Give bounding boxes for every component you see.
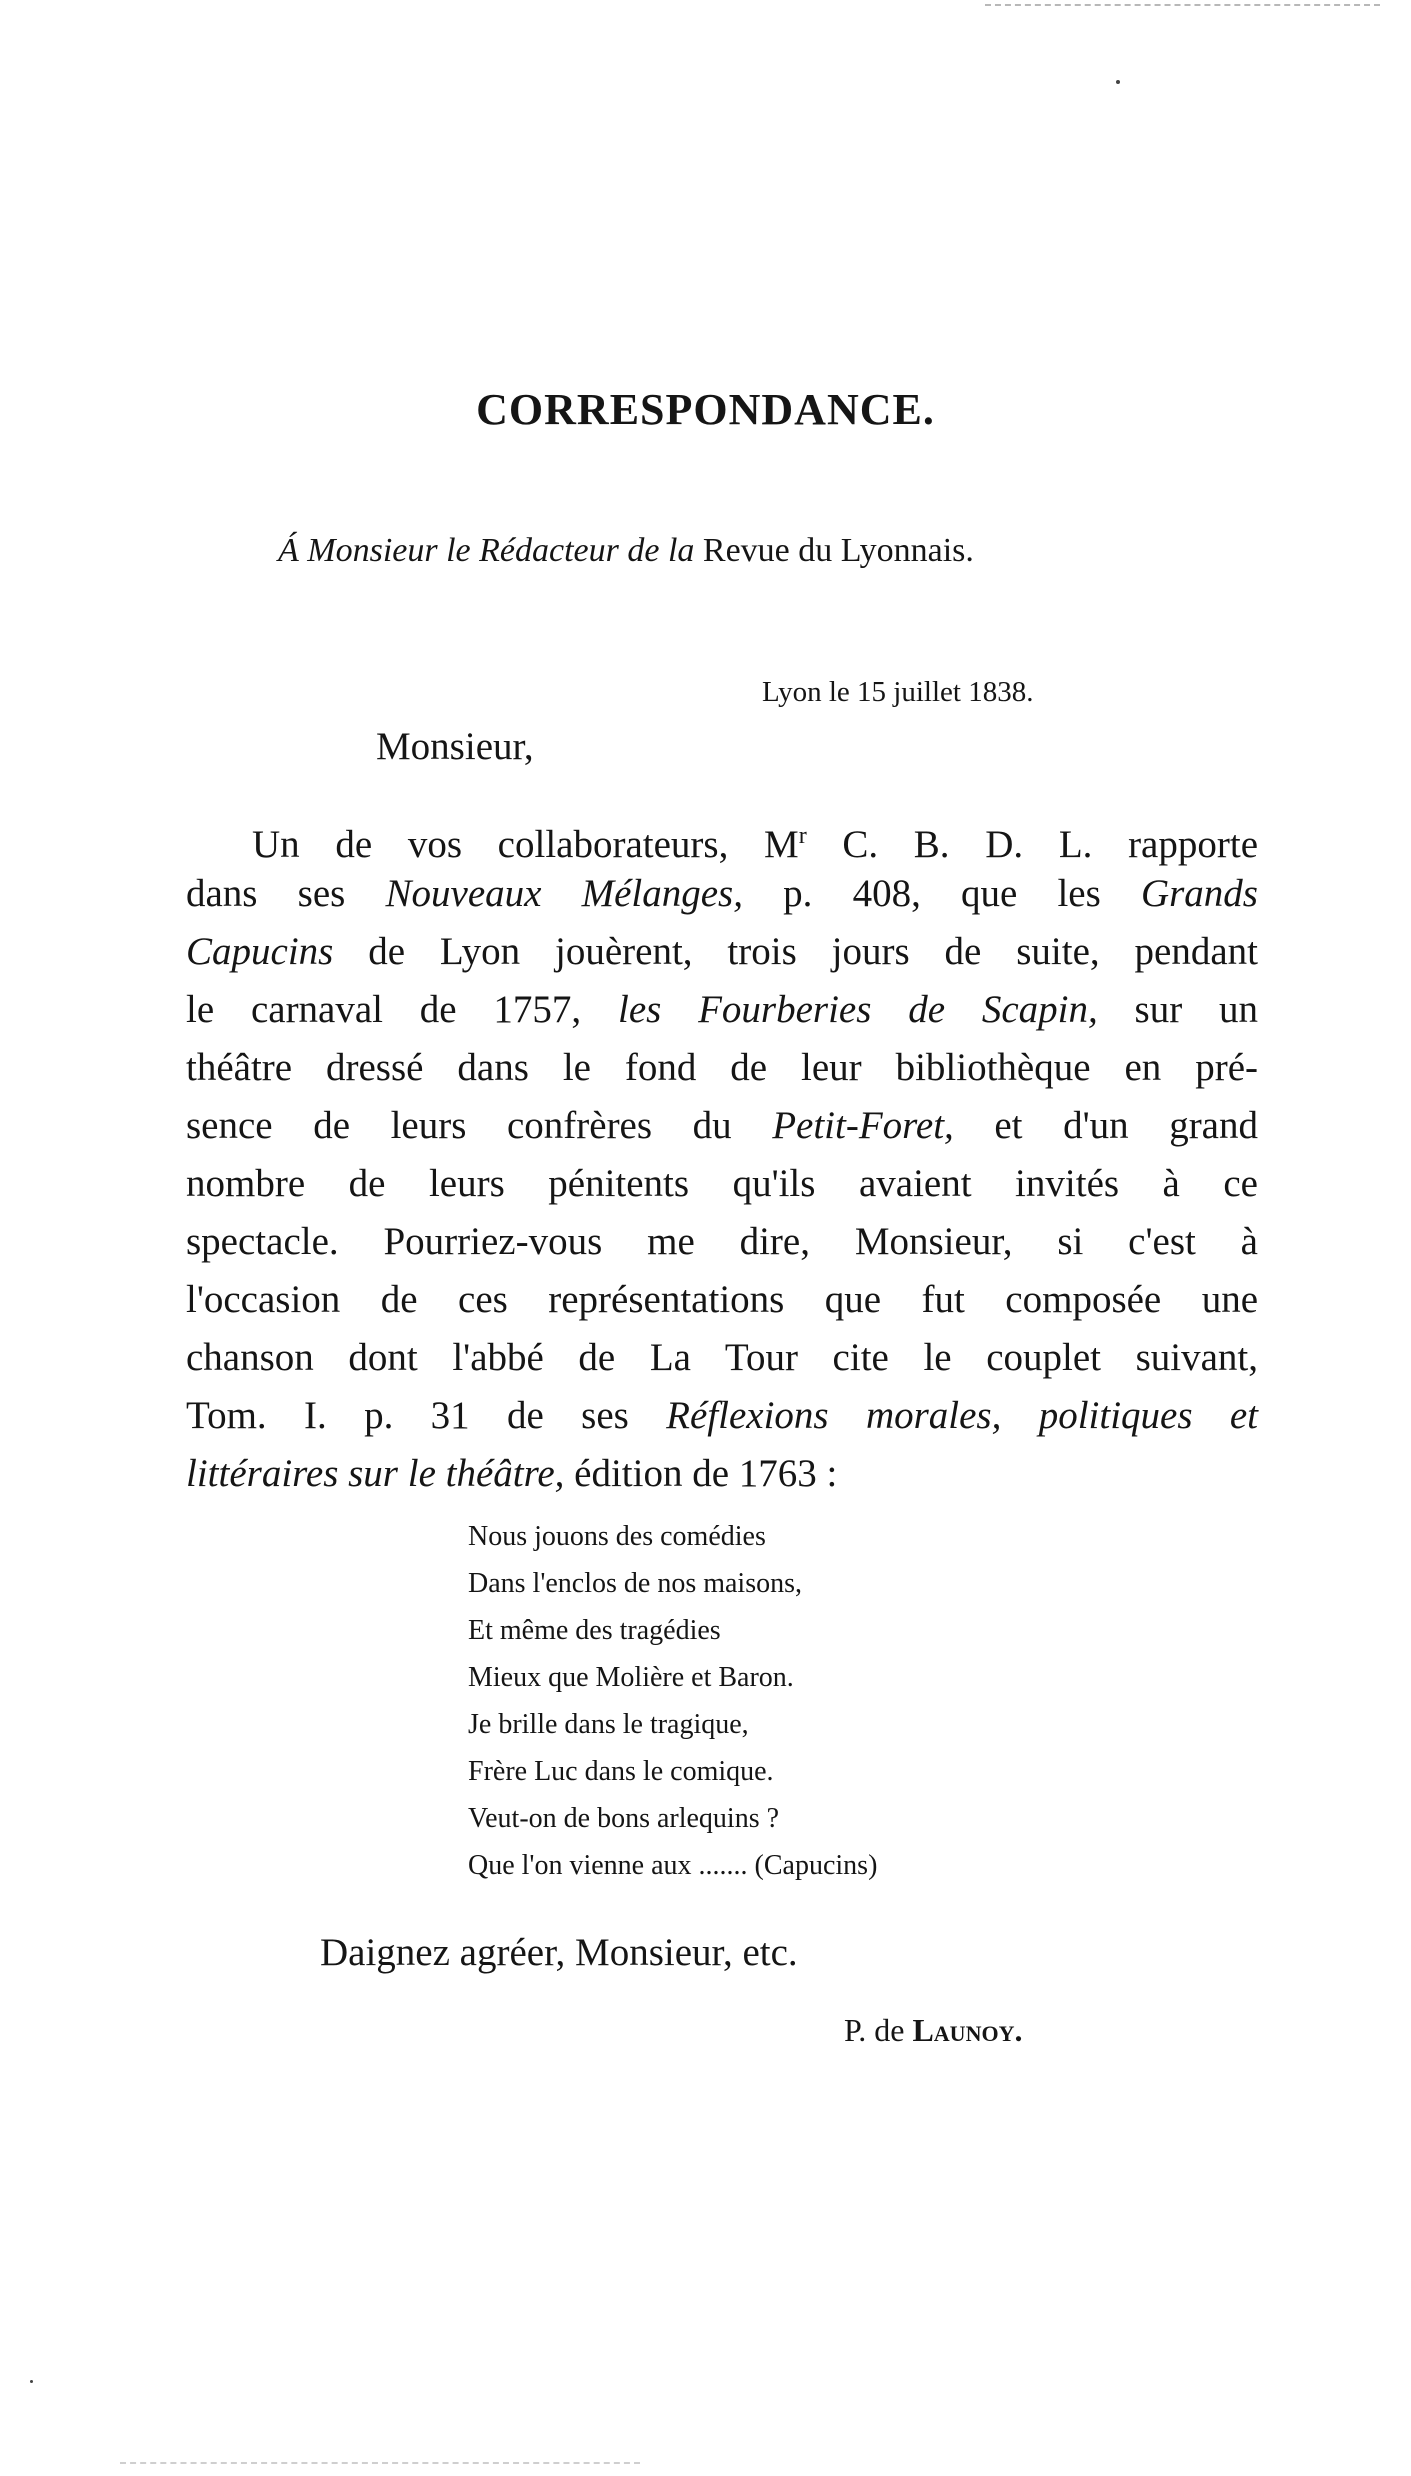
verse-line: Mieux que Molière et Baron. — [468, 1662, 794, 1693]
verse-line: Veut-on de bons arlequins ? — [468, 1803, 780, 1834]
body-line: théâtre dressé dans le fond de leur bibliothèque en pré- — [186, 1046, 1258, 1089]
body-line: Tom. I. p. 31 de ses Réflexions morales, politiques et — [186, 1394, 1259, 1437]
addressee-prefix: Á Monsieur le Rédacteur de la — [278, 532, 695, 569]
body-line: Capucins de Lyon jouèrent, trois jours de suite, pendant — [186, 930, 1258, 973]
body-line: chanson dont l'abbé de La Tour cite le couplet suivant, — [186, 1336, 1258, 1379]
verse-line: Nous jouons des comédies — [468, 1521, 766, 1552]
body-line: spectacle. Pourriez-vous me dire, Monsieur, si c'est à — [186, 1220, 1258, 1263]
signature-prefix: P. de — [844, 2012, 905, 2048]
verse-line: Et même des tragédies — [468, 1615, 721, 1646]
addressee-publication: Revue du Lyonnais. — [702, 532, 974, 569]
scan-edge-mark-top — [985, 4, 1380, 8]
body-line: dans ses Nouveaux Mélanges, p. 408, que les Grands — [186, 872, 1258, 915]
verse-line: Je brille dans le tragique, — [468, 1709, 749, 1740]
signature-name: Launoy. — [912, 2012, 1023, 2048]
ink-speck — [30, 2380, 33, 2383]
closing-formula: Daignez agréer, Monsieur, etc. — [320, 1931, 798, 1974]
body-line: le carnaval de 1757, les Fourberies de Scapin, sur un — [186, 988, 1258, 1031]
verse-line: Que l'on vienne aux ....... (Capucins) — [468, 1850, 878, 1881]
body-line: l'occasion de ces représentations que fut composée une — [186, 1278, 1258, 1321]
page-title: CORRESPONDANCE. — [476, 385, 935, 434]
dateline: Lyon le 15 juillet 1838. — [762, 676, 1034, 708]
verse-line: Frère Luc dans le comique. — [468, 1756, 774, 1787]
body-line: nombre de leurs pénitents qu'ils avaient invités à ce — [186, 1162, 1258, 1205]
ink-speck — [1116, 80, 1120, 84]
scan-edge-mark-bottom — [120, 2462, 640, 2466]
salutation: Monsieur, — [376, 725, 534, 768]
signature — [844, 2012, 1022, 2049]
body-line: Un de vos collaborateurs, $M^r$ C. B. D. L. rapporte — [252, 823, 1258, 866]
body-line: littéraires sur le théâtre, édition de 1763 : — [186, 1452, 838, 1495]
body-line: sence de leurs confrères du Petit-Foret, et d'un grand — [186, 1104, 1258, 1147]
verse-line: Dans l'enclos de nos maisons, — [468, 1568, 803, 1599]
addressee-line — [278, 532, 974, 570]
